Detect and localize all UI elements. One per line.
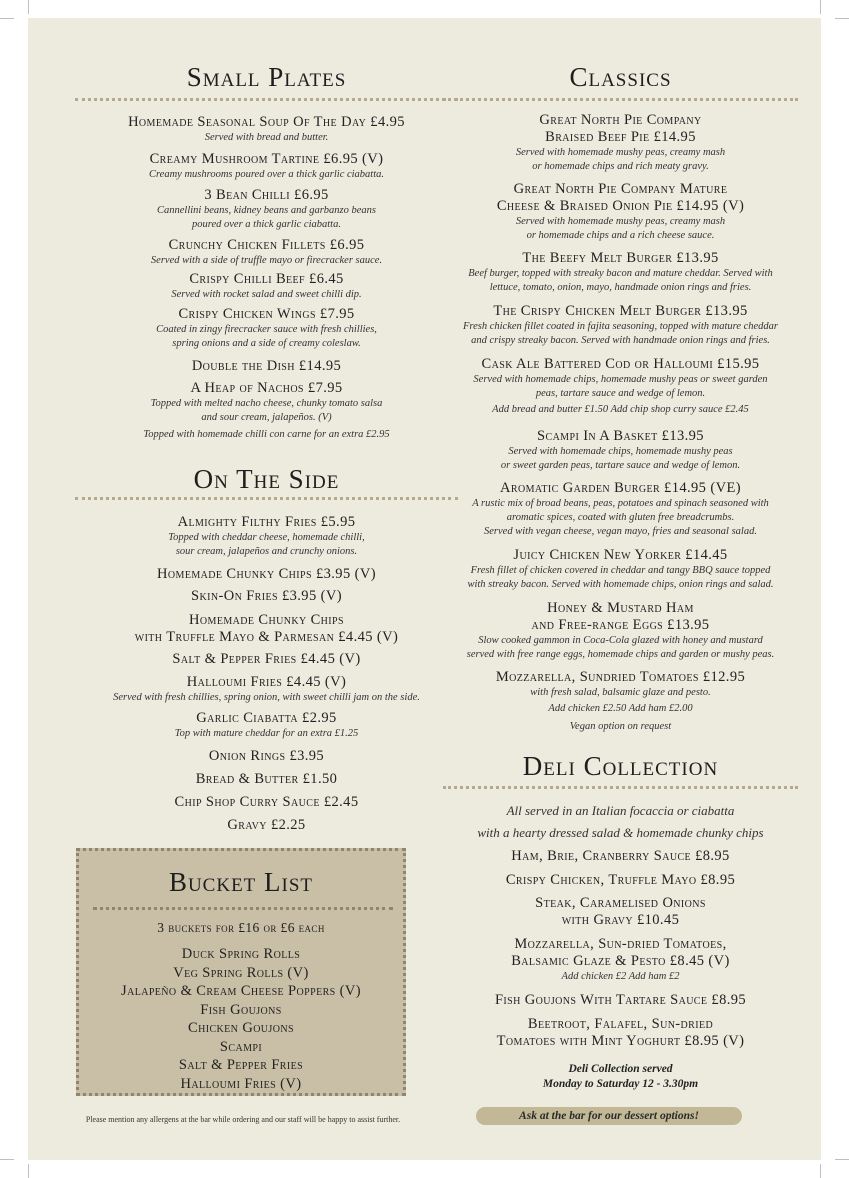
item-name: Tomatoes with Mint Yoghurt £8.95 (V) xyxy=(496,1033,745,1049)
deli-served-note: Deli Collection served Monday to Saturday 12 - 3.30pm xyxy=(542,1063,699,1090)
item-name: Crispy Chilli Beef £6.45 xyxy=(189,271,344,287)
item-name: Homemade Chunky Chips xyxy=(189,612,344,628)
list-item: Duck Spring Rolls xyxy=(181,946,301,962)
item-desc: or sweet garden peas, tartare sauce and wedge of lemon. xyxy=(500,460,741,471)
crop-mark xyxy=(28,0,29,14)
item-name: Cask Ale Battered Cod or Halloumi £15.95 xyxy=(481,356,760,372)
item-name: Beetroot, Falafel, Sun-dried xyxy=(527,1016,714,1032)
item-desc: Slow cooked gammon in Coca-Cola glazed with honey and mustard xyxy=(478,635,763,646)
item-name: Double the Dish £14.95 xyxy=(191,358,342,374)
item-desc: Add chicken £2 Add ham £2 xyxy=(561,971,680,982)
item-desc: or homemade chips and rich meaty gravy. xyxy=(532,161,709,172)
menu-item xyxy=(443,992,798,1009)
item-desc: with streaky bacon. Served with homemade chips, onion rings and salad. xyxy=(467,579,774,590)
menu-item xyxy=(443,547,798,592)
item-name: Steak, Caramelised Onions xyxy=(535,895,706,911)
item-desc: Beef burger, topped with streaky bacon and mature cheddar. Served with xyxy=(468,268,773,279)
crop-mark xyxy=(0,1159,14,1160)
item-name: Braised Beef Pie £14.95 xyxy=(545,129,696,145)
allergen-footnote: Please mention any allergens at the bar while ordering and our staff will be happy to assist further. xyxy=(85,1115,401,1124)
menu-item xyxy=(443,848,798,865)
menu-item xyxy=(443,872,798,889)
list-item: Salt & Pepper Fries xyxy=(178,1057,304,1073)
menu-item xyxy=(443,895,798,929)
item-name: Great North Pie Company xyxy=(539,112,702,128)
item-name: Great North Pie Company Mature xyxy=(513,181,728,197)
item-name: Mozzarella, Sundried Tomatoes £12.95 xyxy=(495,669,746,685)
menu-item xyxy=(75,114,458,145)
item-desc: served with free range eggs, homemade chips and garden or mushy peas. xyxy=(466,649,775,660)
menu-item xyxy=(75,358,458,375)
dessert-prompt: Ask at the bar for our dessert options! xyxy=(476,1107,742,1125)
deli-title: Deli Collection xyxy=(522,751,719,781)
item-desc: sour cream, jalapeños and crunchy onions. xyxy=(175,546,358,557)
item-desc: Served with a side of truffle mayo or firecracker sauce. xyxy=(150,255,383,266)
menu-item xyxy=(443,303,798,348)
bucket-deal: 3 buckets for £16 or £6 each xyxy=(157,920,325,935)
item-name: Creamy Mushroom Tartine £6.95 (V) xyxy=(149,151,384,167)
item-desc: A rustic mix of broad beans, peas, potatoes and spinach seasoned with xyxy=(472,498,769,509)
divider xyxy=(93,907,393,910)
item-desc: spring onions and a side of creamy coleslaw. xyxy=(172,338,361,349)
menu-page xyxy=(28,18,821,1160)
item-name: 3 Bean Chilli £6.95 xyxy=(204,187,329,203)
crop-mark xyxy=(0,18,14,19)
divider xyxy=(75,497,458,500)
menu-item xyxy=(75,710,458,741)
item-desc: peas, tartare sauce and wedge of lemon. xyxy=(535,388,706,399)
item-name: Homemade Seasonal Soup Of The Day £4.95 xyxy=(128,114,405,130)
menu-item xyxy=(443,356,798,417)
menu-item xyxy=(75,817,458,834)
list-item: Veg Spring Rolls (V) xyxy=(173,964,309,981)
menu-item xyxy=(75,187,458,232)
menu-item xyxy=(75,237,458,268)
item-desc: Fresh chicken fillet coated in fajita seasoning, topped with mature cheddar xyxy=(462,321,779,332)
item-name: Homemade Chunky Chips £3.95 (V) xyxy=(157,566,376,582)
item-desc: Served with homemade mushy peas, creamy mash xyxy=(515,147,726,158)
menu-item xyxy=(75,306,458,351)
item-name: Halloumi Fries £4.45 (V) xyxy=(186,674,347,690)
item-desc: and crispy streaky bacon. Served with handmade onion rings and fries. xyxy=(471,335,770,346)
item-name: Almighty Filthy Fries £5.95 xyxy=(177,514,356,530)
item-name: Aromatic Garden Burger £14.95 (VE) xyxy=(500,480,741,496)
menu-item xyxy=(443,669,798,734)
menu-item xyxy=(75,514,458,559)
item-desc: Creamy mushrooms poured over a thick garlic ciabatta. xyxy=(148,169,385,180)
item-desc: Served with vegan cheese, vegan mayo, fries and seasonal salad. xyxy=(484,526,757,537)
item-name: Onion Rings £3.95 xyxy=(208,748,325,764)
list-item: Scampi xyxy=(219,1038,263,1055)
item-desc: Served with fresh chillies, spring onion, with sweet chilli jam on the side. xyxy=(113,692,420,703)
menu-item xyxy=(75,771,458,788)
item-desc: lettuce, tomato, onion, mayo, handmade onion rings and fries. xyxy=(489,282,752,293)
menu-item xyxy=(443,112,798,174)
item-desc: Served with rocket salad and sweet chilli dip. xyxy=(171,289,362,300)
small-plates-title: Small Plates xyxy=(186,62,347,92)
item-name: Garlic Ciabatta £2.95 xyxy=(196,710,337,726)
menu-item xyxy=(75,271,458,302)
item-desc: Coated in zingy firecracker sauce with fresh chillies, xyxy=(156,324,377,335)
item-desc: Served with homemade chips, homemade mushy peas or sweet garden xyxy=(473,374,768,385)
item-desc: Cannellini beans, kidney beans and garbanzo beans xyxy=(156,205,377,216)
item-name: Crispy Chicken Wings £7.95 xyxy=(178,306,355,322)
menu-item xyxy=(75,674,458,705)
item-name: Crispy Chicken, Truffle Mayo £8.95 xyxy=(505,872,736,888)
crop-mark xyxy=(820,0,821,14)
menu-item xyxy=(75,794,458,811)
menu-item xyxy=(75,651,458,668)
item-desc: or homemade chips and a rich cheese sauce. xyxy=(526,230,715,241)
item-name: Salt & Pepper Fries £4.45 (V) xyxy=(172,651,361,667)
menu-item xyxy=(75,380,458,442)
list-item: Halloumi Fries (V) xyxy=(180,1075,302,1092)
crop-mark xyxy=(835,1159,849,1160)
item-desc: Vegan option on request xyxy=(569,721,672,732)
item-name: Balsamic Glaze & Pesto £8.45 (V) xyxy=(511,953,730,969)
item-desc: Topped with melted nacho cheese, chunky tomato salsa xyxy=(150,398,383,409)
item-desc: Topped with homemade chilli con carne for an extra £2.95 xyxy=(143,429,390,440)
item-name: Bread & Butter £1.50 xyxy=(195,771,338,787)
list-item: Fish Goujons xyxy=(200,1001,282,1018)
item-name: Skin-On Fries £3.95 (V) xyxy=(191,588,342,604)
item-desc: Served with homemade chips, homemade mushy peas xyxy=(508,446,733,457)
item-desc: poured over a thick garlic ciabatta. xyxy=(192,219,341,230)
item-desc: Add chicken £2.50 Add ham £2.00 xyxy=(548,703,693,714)
item-name: Scampi In A Basket £13.95 xyxy=(537,428,704,444)
menu-item xyxy=(443,600,798,662)
item-name: and Free-range Eggs £13.95 xyxy=(531,617,710,633)
item-desc: Fresh fillet of chicken covered in cheddar and tangy BBQ sauce topped xyxy=(470,565,771,576)
menu-item xyxy=(75,566,458,583)
menu-item xyxy=(443,936,798,984)
menu-item xyxy=(443,181,798,243)
item-desc: Top with mature cheddar for an extra £1.25 xyxy=(174,728,359,739)
bucket-list-box xyxy=(76,848,406,1096)
item-name: Juicy Chicken New Yorker £14.45 xyxy=(513,547,728,563)
divider xyxy=(443,786,798,789)
menu-item xyxy=(443,428,798,473)
item-desc: aromatic spices, coated with gluten free breadcrumbs. xyxy=(506,512,735,523)
item-name: Crunchy Chicken Fillets £6.95 xyxy=(168,237,365,253)
list-item: Chicken Goujons xyxy=(188,1020,294,1036)
menu-item xyxy=(443,1016,798,1050)
menu-item xyxy=(75,588,458,605)
divider xyxy=(443,98,798,101)
divider xyxy=(75,98,458,101)
item-name: Ham, Brie, Cranberry Sauce £8.95 xyxy=(511,848,730,864)
item-name: Fish Goujons With Tartare Sauce £8.95 xyxy=(494,992,747,1008)
bucket-items xyxy=(79,945,403,1093)
item-name: Honey & Mustard Ham xyxy=(547,600,694,616)
item-name: A Heap of Nachos £7.95 xyxy=(190,380,343,396)
item-desc: Served with homemade mushy peas, creamy mash xyxy=(515,216,726,227)
item-desc: Topped with cheddar cheese, homemade chilli, xyxy=(168,532,365,543)
item-name: The Crispy Chicken Melt Burger £13.95 xyxy=(493,303,748,319)
item-desc: Add bread and butter £1.50 Add chip shop curry sauce £2.45 xyxy=(492,404,749,415)
crop-mark xyxy=(820,1164,821,1178)
menu-item xyxy=(75,151,458,182)
item-name: with Truffle Mayo & Parmesan £4.45 (V) xyxy=(134,629,399,645)
menu-item xyxy=(75,748,458,765)
on-the-side-title: On The Side xyxy=(193,464,340,494)
item-desc: Served with bread and butter. xyxy=(204,132,329,143)
crop-mark xyxy=(835,18,849,19)
item-name: The Beefy Melt Burger £13.95 xyxy=(522,250,719,266)
menu-item xyxy=(443,250,798,295)
crop-mark xyxy=(28,1164,29,1178)
item-desc: with fresh salad, balsamic glaze and pesto. xyxy=(530,687,711,698)
deli-intro: All served in an Italian focaccia or ciabatta with a hearty dressed salad & homemade chunky chips xyxy=(477,803,764,840)
list-item: Jalapeño & Cream Cheese Poppers (V) xyxy=(121,983,361,999)
bucket-list-title: Bucket List xyxy=(168,867,314,897)
menu-item xyxy=(443,480,798,539)
item-desc: and sour cream, jalapeños. (V) xyxy=(201,412,332,423)
menu-item xyxy=(75,612,458,646)
item-name: Mozzarella, Sun-dried Tomatoes, xyxy=(514,936,727,952)
classics-title: Classics xyxy=(569,62,672,92)
item-name: Chip Shop Curry Sauce £2.45 xyxy=(174,794,359,810)
item-name: Cheese & Braised Onion Pie £14.95 (V) xyxy=(496,198,745,214)
item-name: with Gravy £10.45 xyxy=(561,912,680,928)
item-name: Gravy £2.25 xyxy=(227,817,306,833)
